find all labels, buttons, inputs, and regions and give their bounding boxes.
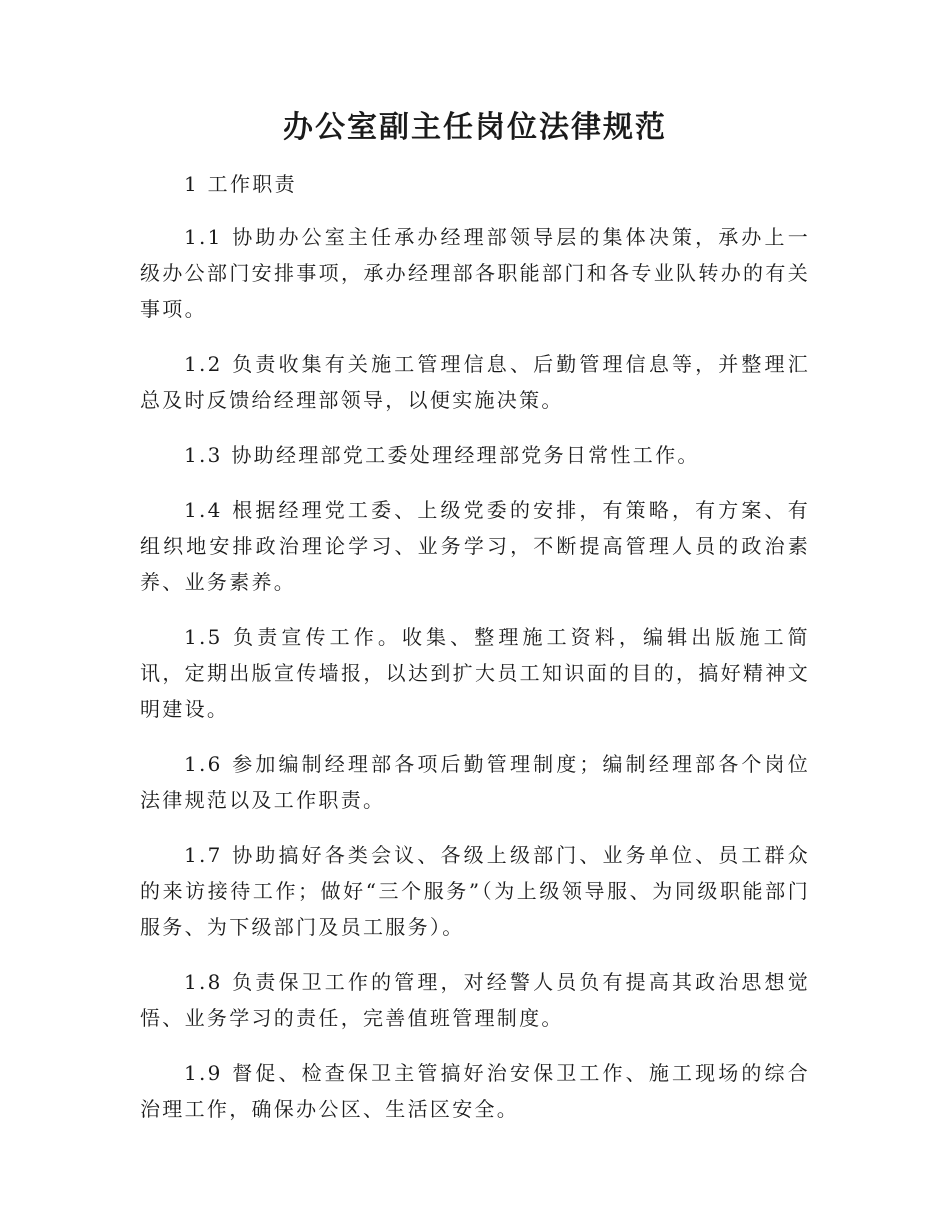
duty-item-1-5: 1.5 负责宣传工作。收集、整理施工资料，编辑出版施工简讯，定期出版宣传墙报，以达到扩大员工知识面的目的，搞好精神文明建设。 (140, 625, 810, 721)
duty-item-1-2: 1.2 负责收集有关施工管理信息、后勤管理信息等，并整理汇总及时反馈给经理部领导，以便实施决策。 (140, 352, 810, 412)
duty-item-1-7: 1.7 协助搞好各类会议、各级上级部门、业务单位、员工群众的来访接待工作；做好“三个服务”（为上级领导服、为同级职能部门服务、为下级部门及员工服务）。 (140, 843, 810, 939)
document-title: 办公室副主任岗位法律规范 (283, 110, 667, 145)
duty-item-1-3: 1.3 协助经理部党工委处理经理部党务日常性工作。 (184, 443, 700, 467)
document-body (140, 166, 810, 1146)
duty-item-1-4: 1.4 根据经理党工委、上级党委的安排，有策略，有方案、有组织地安排政治理论学习、业务学习，不断提高管理人员的政治素养、业务素养。 (140, 498, 810, 594)
duty-item-1-6: 1.6 参加编制经理部各项后勤管理制度；编制经理部各个岗位法律规范以及工作职责。 (140, 752, 810, 812)
duty-item-1-1: 1.1 协助办公室主任承办经理部领导层的集体决策，承办上一级办公部门安排事项，承办经理部各职能部门和各专业队转办的有关事项。 (140, 225, 810, 321)
duty-item-1-8: 1.8 负责保卫工作的管理，对经警人员负有提高其政治思想觉悟、业务学习的责任，完善值班管理制度。 (140, 970, 810, 1030)
duty-item-1-9: 1.9 督促、检查保卫主管搞好治安保卫工作、施工现场的综合治理工作，确保办公区、生活区安全。 (140, 1061, 810, 1121)
section-heading: 1 工作职责 (184, 172, 297, 196)
